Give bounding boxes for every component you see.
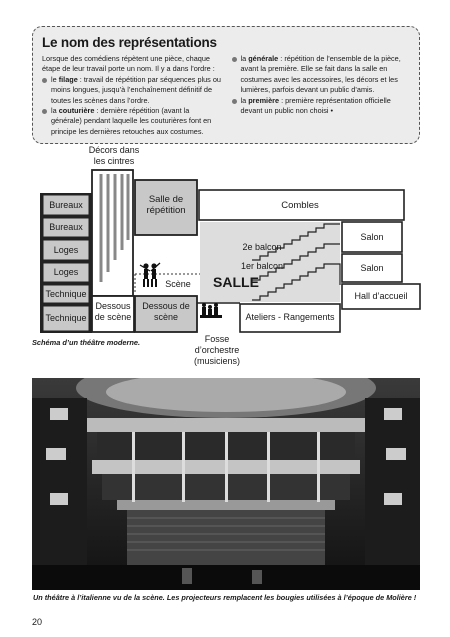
label-dessous-1: Dessous de scène [94, 301, 132, 322]
box-column-left [42, 54, 222, 137]
label-bureaux-2: Bureaux [49, 222, 83, 232]
photo-caption: Un théâtre à l’italienne vu de la scène. Les projecteurs remplacent les bougies utilisées à l’époque de Molière ! [33, 593, 417, 602]
label-technique-2: Technique [45, 313, 87, 323]
label-dessous-2: Dessous de scène [142, 301, 190, 322]
label-salle-repetition: Salle de répétition [146, 194, 186, 216]
label-loges-2: Loges [53, 267, 79, 277]
label-ateliers: Ateliers - Rangements [245, 312, 335, 322]
label-decors: Décors dans les cintres [88, 145, 140, 166]
box-title: Le nom des représentations [42, 35, 217, 50]
box-column-right [232, 54, 412, 137]
label-fosse: Fosse d’orchestre (musiciens) [193, 334, 240, 366]
musicians-icon [200, 303, 222, 318]
list-item: la couturière : dernière répétition (avant la générale) pendant laquelle les couturières font en principe les dernières retouches aux costumes. [42, 106, 222, 137]
box-intro: Lorsque des comédiens répètent une pièce, chaque étape de leur travail porte un nom. Il y a dans l’ordre : [42, 54, 215, 74]
theatre-diagram [0, 145, 450, 385]
page-number: 20 [32, 617, 43, 627]
actors-icon [140, 263, 160, 287]
label-bureaux-1: Bureaux [49, 200, 83, 210]
list-item: la première : première représentation officielle devant un public non choisi • [232, 96, 412, 117]
label-salon-1: Salon [360, 232, 384, 242]
label-salon-2: Salon [360, 263, 384, 273]
list-item: le filage : travail de répétition par séquences plus ou moins longues, jusqu’à l’enchaînement définitif de toutes les scènes dans l’ordre. [42, 75, 222, 106]
label-combles: Combles [281, 200, 319, 211]
label-hall: Hall d’accueil [354, 291, 408, 301]
label-technique-1: Technique [45, 289, 87, 299]
label-salle: SALLE [213, 274, 259, 290]
info-box [32, 26, 420, 144]
list-item: la générale : répétition de l’ensemble de la pièce, avant la première. Elle se fait dans la salle en costumes avec les accessoires, les décors et les lumières, parfois devant un public d’amis. [232, 54, 412, 96]
label-loges-1: Loges [53, 245, 79, 255]
label-scene: Scène [165, 279, 191, 289]
label-balcon-1: 1er balcon [240, 261, 284, 271]
theatre-interior-image [32, 378, 420, 590]
diagram-caption: Schéma d’un théâtre moderne. [32, 338, 141, 347]
theatre-photo [32, 378, 420, 590]
label-balcon-2: 2e balcon [242, 242, 282, 252]
